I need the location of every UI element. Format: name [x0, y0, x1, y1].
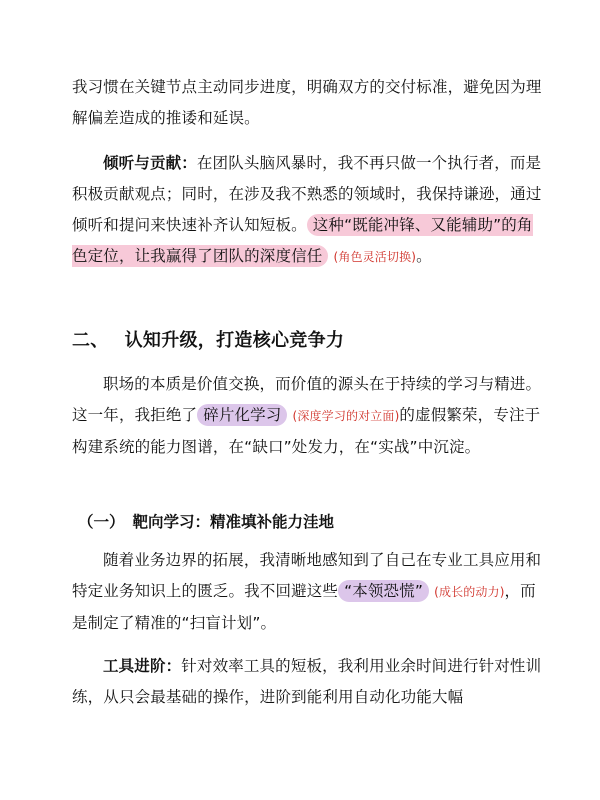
paragraph-tool-advancement — [72, 651, 542, 713]
subsection-title: 靶向学习：精准填补能力洼地 — [132, 513, 335, 531]
paragraph-text: 的虚假繁荣，专注于构建系统的能力图谱，在“缺口”处发力，在“实战”中沉淀。 — [72, 406, 541, 456]
paragraph-sync-progress — [72, 72, 542, 134]
annotation-role-flexible: (角色灵活切换) — [333, 250, 417, 264]
section-title: 认知升级，打造核心竞争力 — [124, 330, 345, 351]
section-heading-2 — [72, 326, 344, 352]
subsection-heading-1 — [78, 510, 334, 532]
paragraph-text: 在团队头脑风暴时，我不再只做一个执行者，而是积极贡献观点；同时，在涉及我不熟悉的领域时，我保持谦逊，通过倾听和提问来快速补齐认知短板。 — [72, 154, 542, 234]
highlight-fragmented-learning: 碎片化学习 — [197, 404, 287, 426]
paragraph-text: 针对效率工具的短板，我利用业余时间进行针对性训练，从只会最基础的操作，进阶到能利用自动化功能大幅 — [72, 657, 542, 706]
paragraph-text: 随着业务边界的拓展，我清晰地感知到了自己在专业工具应用和特定业务知识上的匮乏。我不回避这些 — [72, 551, 542, 600]
paragraph-label: 工具进阶： — [103, 657, 182, 675]
subsection-number: （一） — [78, 513, 125, 531]
annotation-growth-motivation: (成长的动力) — [434, 585, 505, 599]
paragraph-learning-value — [72, 369, 542, 463]
paragraph-targeted-learning — [72, 545, 542, 639]
highlight-skill-panic: “本领恐慌” — [338, 580, 429, 602]
paragraph-text: ，而是制定了精准的“扫盲计划”。 — [72, 582, 536, 632]
paragraph-label: 倾听与贡献： — [103, 154, 197, 172]
highlight-role-trust: 这种“既能冲锋、又能辅助”的角色定位，让我赢得了团队的深度信任 — [72, 216, 533, 265]
paragraph-text: 我习惯在关键节点主动同步进度，明确双方的交付标准，避免因为理解偏差造成的推诿和延误。 — [72, 78, 542, 127]
annotation-deep-learning-opposite: (深度学习的对立面) — [292, 409, 400, 423]
section-number: 二、 — [72, 330, 109, 351]
paragraph-text: 职场的本质是价值交换，而价值的源头在于持续的学习与精进。这一年，我拒绝了 — [72, 375, 542, 424]
paragraph-end: 。 — [416, 247, 432, 265]
paragraph-listen-contribute — [72, 148, 542, 273]
